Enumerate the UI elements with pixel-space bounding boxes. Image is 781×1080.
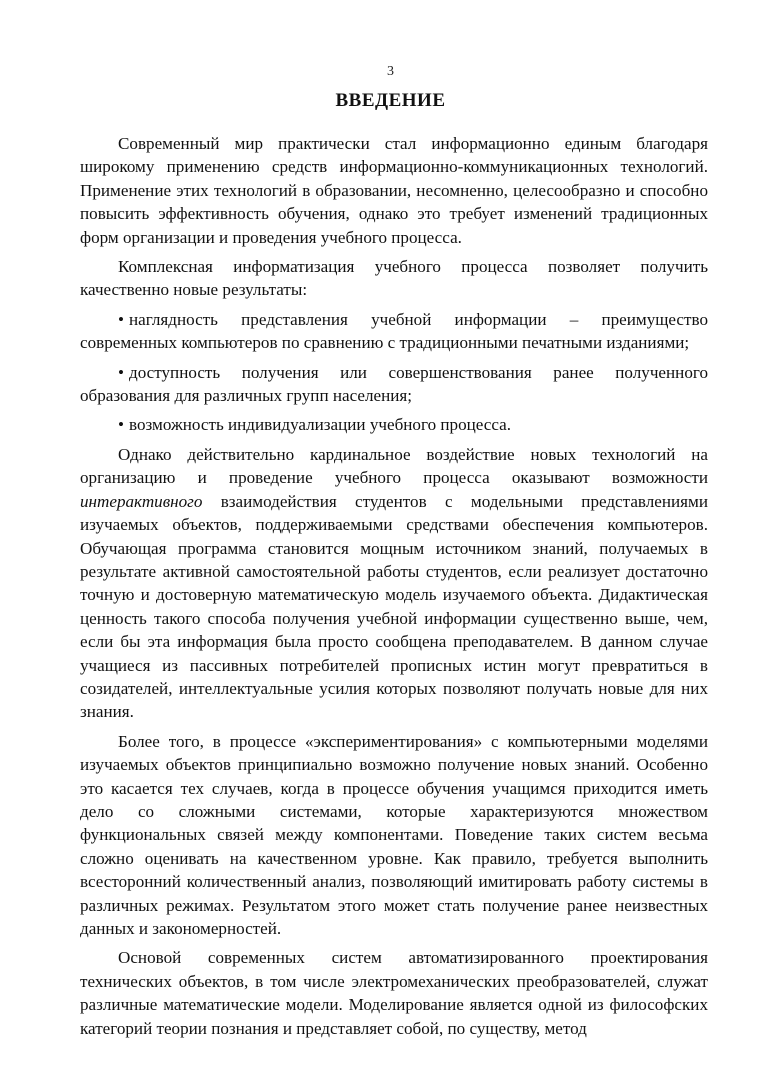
paragraph-interactive: [80, 443, 708, 724]
bullet-marker: •: [118, 362, 124, 382]
paragraph-informatization: Комплексная информатизация учебного процесса позволяет получить качественно новые результаты:: [80, 257, 708, 300]
paragraph-text: Однако действительно кардинальное воздействие новых технологий на организацию и проведение учебного процесса оказывают возможности: [80, 444, 708, 488]
bullet-text: наглядность представления учебной информации – преимущество современных компьютеров по сравнению с традиционными печатными изданиями;: [80, 309, 708, 353]
bullet-marker: •: [118, 415, 124, 435]
bullet-item-visibility: [80, 308, 708, 355]
paragraph-experimentation: Более того, в процессе «экспериментирования» с компьютерными моделями изучаемых объектов принципиально возможно получение новых знаний. Особенно это касается тех случаев, когда в процессе обучения учащимся приходится иметь дело со сложными системами, которые характеризуются множеством функциональных связей между компонентами. Поведение таких систем весьма сложно оценивать на качественном уровне. Как правило, требуется выполнить всесторонний количественный анализ, позволяющий имитировать работу системы в различных режимах. Результатом этого может стать получение ранее неизвестных данных и закономерностей.: [80, 731, 708, 938]
page-title: ВВЕДЕНИЕ: [335, 90, 446, 111]
italic-term: интерактивного: [80, 491, 203, 511]
bullet-item-accessibility: [80, 361, 708, 408]
bullet-marker: •: [118, 309, 124, 329]
paragraph-intro: Современный мир практически стал информационно единым благодаря широкому применению средств информационно-коммуникационных технологий. Применение этих технологий в образовании, несомненно, целесообразно и способно повысить эффективность обучения, однако это требует изменений традиционных форм организации и проведения учебного процесса.: [80, 134, 708, 247]
body-text: [80, 132, 708, 1040]
page-number: 3: [387, 64, 394, 79]
paragraph-cad-systems: Основой современных систем автоматизированного проектирования технических объектов, в том числе электромеханических преобразователей, служат различные математические модели. Моделирование является одной из философских категорий теории познания и представляет собой, по существу, метод: [80, 948, 708, 1038]
paragraph-text: взаимодействия студентов с модельными представлениями изучаемых объектов, поддерживаемыми средствами обеспечения компьютеров. Обучающая программа становится мощным источником знаний, получаемых в результате активной самостоятельной работы студентов, если реализует достаточно точную и достоверную математическую модель изучаемого объекта. Дидактическая ценность такого способа получения учебной информации существенно выше, чем, если бы эта информация была просто сообщена преподавателем. В данном случае учащиеся из пассивных потребителей прописных истин могут превратиться в созидателей, интеллектуальные усилия которых позволяют получать новые для них знания.: [80, 491, 708, 722]
bullet-text: доступность получения или совершенствования ранее полученного образования для различных групп населения;: [80, 362, 708, 406]
bullet-item-individualization: [80, 413, 708, 436]
bullet-text: возможность индивидуализации учебного процесса.: [129, 415, 512, 435]
